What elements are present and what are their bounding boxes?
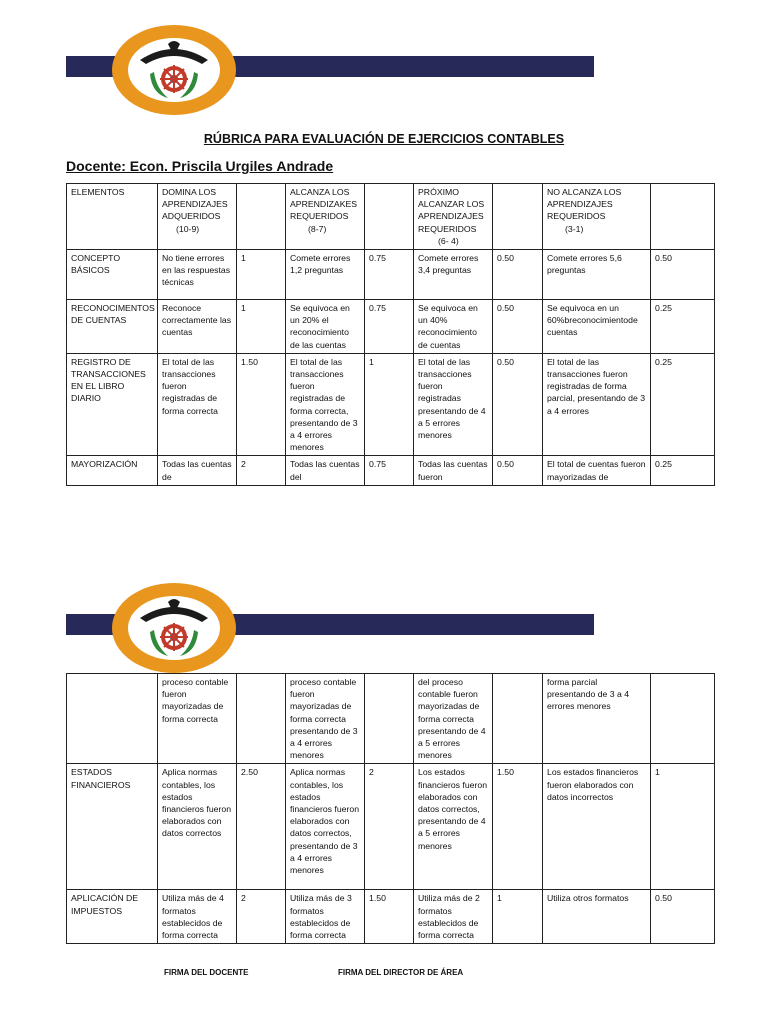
header-cell-no-alcanza: NO ALCANZA LOS APRENDIZAJES REQUERIDOS (3-1) bbox=[543, 184, 651, 250]
teacher-signature-label: FIRMA DEL DOCENTE bbox=[164, 968, 249, 977]
table-row bbox=[67, 764, 715, 890]
score-cell: 2 bbox=[237, 890, 286, 944]
descriptor-cell: proceso contable fueron mayorizadas de forma correcta presentando de 3 a 4 errores menores bbox=[286, 674, 365, 764]
descriptor-cell: Todas las cuentas fueron bbox=[414, 456, 493, 485]
descriptor-cell: Comete errores 1,2 preguntas bbox=[286, 250, 365, 300]
score-cell: 0.50 bbox=[651, 250, 715, 300]
table-row bbox=[67, 674, 715, 764]
header-cell-empty bbox=[651, 184, 715, 250]
document-title: RÚBRICA PARA EVALUACIÓN DE EJERCICIOS CONTABLES bbox=[203, 132, 565, 146]
descriptor-cell: forma parcial presentando de 3 a 4 errores menores bbox=[543, 674, 651, 764]
score-cell: 1.50 bbox=[237, 353, 286, 456]
score-cell: 1.50 bbox=[365, 890, 414, 944]
score-cell: 0.75 bbox=[365, 250, 414, 300]
table-header-row bbox=[67, 184, 715, 250]
rubric-table-page2 bbox=[66, 673, 715, 944]
descriptor-cell: Se equivoca en un 20% el reconocimiento de las cuentas bbox=[286, 300, 365, 354]
descriptor-cell: Aplica normas contables, los estados financieros fueron elaborados con datos correctos bbox=[158, 764, 237, 890]
score-cell: 0.50 bbox=[651, 890, 715, 944]
descriptor-cell: Utiliza otros formatos bbox=[543, 890, 651, 944]
descriptor-cell: Los estados financieros fueron elaborados con datos incorrectos bbox=[543, 764, 651, 890]
rubric-table-page1 bbox=[66, 183, 715, 486]
score-cell bbox=[651, 674, 715, 764]
descriptor-cell: No tiene errores en las respuestas técnicas bbox=[158, 250, 237, 300]
descriptor-cell: Utiliza más de 3 formatos establecidos de forma correcta bbox=[286, 890, 365, 944]
score-cell bbox=[365, 674, 414, 764]
descriptor-cell: Se equivoca en un 40% reconocimiento de cuentas bbox=[414, 300, 493, 354]
descriptor-cell: El total de las transacciones fueron registradas de forma correcta, presentando de 3 a 4 errores menores bbox=[286, 353, 365, 456]
header-cell-empty bbox=[237, 184, 286, 250]
score-cell: 0.50 bbox=[493, 456, 543, 485]
header-cell-domina: DOMINA LOS APRENDIZAJES ADQUERIDOS (10-9) bbox=[158, 184, 237, 250]
score-cell: 0.75 bbox=[365, 456, 414, 485]
table-row bbox=[67, 456, 715, 485]
score-cell: 1 bbox=[237, 250, 286, 300]
teacher-name: Docente: Econ. Priscila Urgiles Andrade bbox=[66, 158, 334, 174]
descriptor-cell: El total de las transacciones fueron registradas de forma correcta bbox=[158, 353, 237, 456]
table-row bbox=[67, 890, 715, 944]
descriptor-cell: del proceso contable fueron mayorizadas de forma correcta presentando de 4 a 5 errores menores bbox=[414, 674, 493, 764]
element-cell: ESTADOS FINANCIEROS bbox=[67, 764, 158, 890]
school-header bbox=[66, 24, 594, 116]
descriptor-cell: Se equivoca en un 60%breconocimientode cuentas bbox=[543, 300, 651, 354]
score-cell: 1.50 bbox=[493, 764, 543, 890]
score-cell: 2 bbox=[237, 456, 286, 485]
score-cell: 2.50 bbox=[237, 764, 286, 890]
element-cell: APLICACIÓN DE IMPUESTOS bbox=[67, 890, 158, 944]
score-cell: 0.50 bbox=[493, 250, 543, 300]
header-cell-alcanza: ALCANZA LOS APRENDIZAKES REQUERIDOS (8-7) bbox=[286, 184, 365, 250]
element-cell bbox=[67, 674, 158, 764]
descriptor-cell: proceso contable fueron mayorizadas de forma correcta bbox=[158, 674, 237, 764]
score-cell: 0.25 bbox=[651, 300, 715, 354]
element-cell: CONCEPTO BÁSICOS bbox=[67, 250, 158, 300]
header-cell-elementos: ELEMENTOS bbox=[67, 184, 158, 250]
score-cell bbox=[493, 674, 543, 764]
element-cell: MAYORIZACIÓN bbox=[67, 456, 158, 485]
descriptor-cell: El total de cuentas fueron mayorizadas de bbox=[543, 456, 651, 485]
score-cell: 0.25 bbox=[651, 353, 715, 456]
score-cell: 2 bbox=[365, 764, 414, 890]
table-row bbox=[67, 353, 715, 456]
descriptor-cell: Todas las cuentas de bbox=[158, 456, 237, 485]
descriptor-cell: Reconoce correctamente las cuentas bbox=[158, 300, 237, 354]
table-row bbox=[67, 250, 715, 300]
header-cell-empty bbox=[365, 184, 414, 250]
score-cell: 1 bbox=[493, 890, 543, 944]
descriptor-cell: Comete errores 5,6 preguntas bbox=[543, 250, 651, 300]
descriptor-cell: El total de las transacciones fueron registradas de forma parcial, presentando de 3 a 4 errores bbox=[543, 353, 651, 456]
score-cell: 0.50 bbox=[493, 300, 543, 354]
descriptor-cell: El total de las transacciones fueron registradas presentando de 4 a 5 errores menores bbox=[414, 353, 493, 456]
header-cell-empty bbox=[493, 184, 543, 250]
element-cell: REGISTRO DE TRANSACCIONES EN EL LIBRO DIARIO bbox=[67, 353, 158, 456]
table-row bbox=[67, 300, 715, 354]
descriptor-cell: Utiliza más de 2 formatos establecidos de forma correcta bbox=[414, 890, 493, 944]
score-cell bbox=[237, 674, 286, 764]
descriptor-cell: Comete errores 3,4 preguntas bbox=[414, 250, 493, 300]
score-cell: 0.50 bbox=[493, 353, 543, 456]
element-cell: RECONOCIMENTOS DE CUENTAS bbox=[67, 300, 158, 354]
score-cell: 1 bbox=[651, 764, 715, 890]
school-logo bbox=[110, 24, 238, 116]
descriptor-cell: Todas las cuentas del bbox=[286, 456, 365, 485]
descriptor-cell: Utiliza más de 4 formatos establecidos de forma correcta bbox=[158, 890, 237, 944]
header-cell-proximo: PRÓXIMO ALCANZAR LOS APRENDIZAJES REQUERIDOS (6- 4) bbox=[414, 184, 493, 250]
score-cell: 1 bbox=[237, 300, 286, 354]
director-signature-label: FIRMA DEL DIRECTOR DE ÁREA bbox=[338, 968, 464, 977]
school-logo bbox=[110, 582, 238, 674]
descriptor-cell: Los estados financieros fueron elaborados con datos correctos, presentando de 4 a 5 errores menores bbox=[414, 764, 493, 890]
descriptor-cell: Aplica normas contables, los estados financieros fueron elaborados con datos correctos, presentando de 3 a 4 errores menores bbox=[286, 764, 365, 890]
score-cell: 0.75 bbox=[365, 300, 414, 354]
school-header bbox=[66, 582, 594, 674]
score-cell: 1 bbox=[365, 353, 414, 456]
score-cell: 0.25 bbox=[651, 456, 715, 485]
